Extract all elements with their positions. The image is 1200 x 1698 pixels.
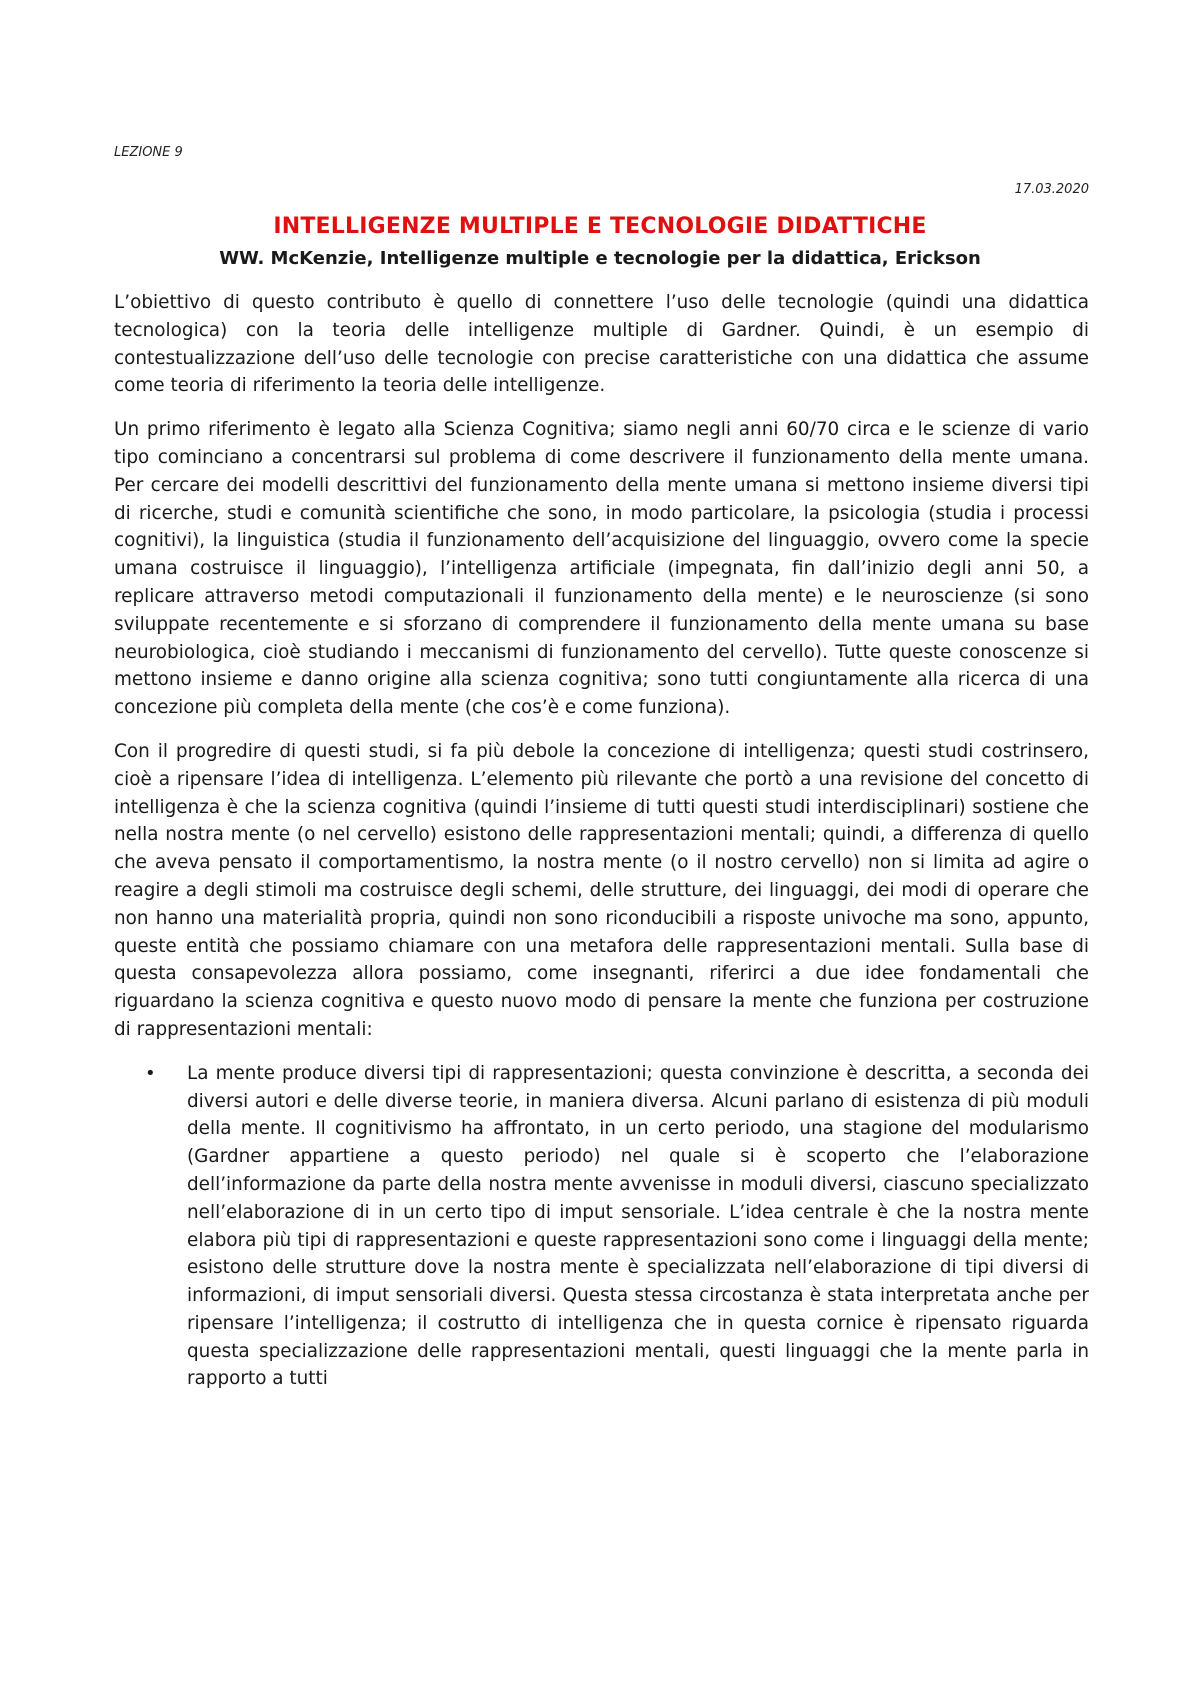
document-title: INTELLIGENZE MULTIPLE E TECNOLOGIE DIDATTICHE — [273, 214, 927, 239]
list-item-text: La mente produce diversi tipi di rappresentazioni; questa convinzione è descritta, a seconda dei diversi autori e delle diverse teorie, in maniera diversa. Alcuni parlano di esistenza di più moduli della mente. Il cognitivismo ha affrontato, in un certo periodo, una stagione del modularismo (Gardner appartiene a questo periodo) nel quale si è scoperto che l’elaborazione dell’informazione da parte della nostra mente avvenisse in moduli diversi, ciascuno specializzato nell’elaborazione di in un certo tipo di imput sensoriale. L’idea centrale è che la nostra mente elabora più tipi di rappresentazioni e queste rappresentazioni sono come i linguaggi della mente; esistono delle strutture dove la nostra mente è specializzata nell’elaborazione di tipi diversi di informazioni, di imput sensoriali diversi. Questa stessa circostanza è stata interpretata anche per ripensare l’intelligenza; il costrutto di intelligenza che in questa cornice è ripensato riguarda questa specializzazione delle rappresentazioni mentali, questi linguaggi che la mente parla in rapporto a tutti — [187, 1062, 1089, 1390]
document-date: 17.03.2020 — [1014, 182, 1089, 197]
paragraph-intelligence-revision: Con il progredire di questi studi, si fa più debole la concezione di intelligenza; questi studi costrinsero, cioè a ripensare l’idea di intelligenza. L’elemento più rilevante che portò a una revisione del concetto di intelligenza è che la scienza cognitiva (quindi l’insieme di tutti questi studi interdisciplinari) sostiene che nella nostra mente (o nel cervello) esistono delle rappresentazioni mentali; quindi, a differenza di quello che aveva pensato il comportamentismo, la nostra mente (o il nostro cervello) non si limita ad agire o reagire a degli stimoli ma costruisce degli schemi, delle strutture, dei linguaggi, dei modi di operare che non hanno una materialità propria, quindi non sono riconducibili a risposte univoche ma sono, appunto, queste entità che possiamo chiamare con una metafora delle rappresentazioni mentali. Sulla base di questa consapevolezza allora possiamo, come insegnanti, riferirci a due idee fondamentali che riguardano la scienza cognitiva e questo nuovo modo di pensare la mente che funziona per costruzione di rappresentazioni mentali: — [114, 740, 1089, 1040]
paragraph-intro: L’obiettivo di questo contributo è quello di connettere l’uso delle tecnologie (quindi una didattica tecnologica) con la teoria delle intelligenze multiple di Gardner. Quindi, è un esempio di contestualizzazione dell’uso delle tecnologie con precise caratteristiche con una didattica che assume come teoria di riferimento la teoria delle intelligenze. — [114, 292, 1089, 397]
document-subtitle: WW. McKenzie, Intelligenze multiple e tecnologie per la didattica, Erickson — [219, 248, 981, 269]
bullet-icon: • — [145, 1062, 156, 1084]
list-item — [145, 1060, 1089, 1394]
paragraph-cognitive-science: Un primo riferimento è legato alla Scienza Cognitiva; siamo negli anni 60/70 circa e le scienze di vario tipo cominciano a concentrarsi sul problema di come descrivere il funzionamento della mente umana. Per cercare dei modelli descrittivi del funzionamento della mente umana si mettono insieme diversi tipi di ricerche, studi e comunità scientifiche che sono, in modo particolare, la psicologia (studia i processi cognitivi), la linguistica (studia il funzionamento dell’acquisizione del linguaggio, ovvero come la specie umana costruisce il linguaggio), l’intelligenza artificiale (impegnata, fin dall’inizio degli anni 50, a replicare attraverso metodi computazionali il funzionamento della mente) e le neuroscienze (si sono sviluppate recentemente e si sforzano di comprendere il funzionamento della mente umana su base neurobiologica, cioè studiando i meccanismi di funzionamento del cervello). Tutte queste conoscenze si mettono insieme e danno origine alla scienza cognitiva; sono tutti congiuntamente alla ricerca di una concezione più completa della mente (che cos’è e come funziona). — [114, 419, 1089, 719]
document-body — [114, 289, 1089, 1393]
lesson-label: LEZIONE 9 — [114, 145, 183, 160]
bullet-list — [114, 1060, 1089, 1394]
